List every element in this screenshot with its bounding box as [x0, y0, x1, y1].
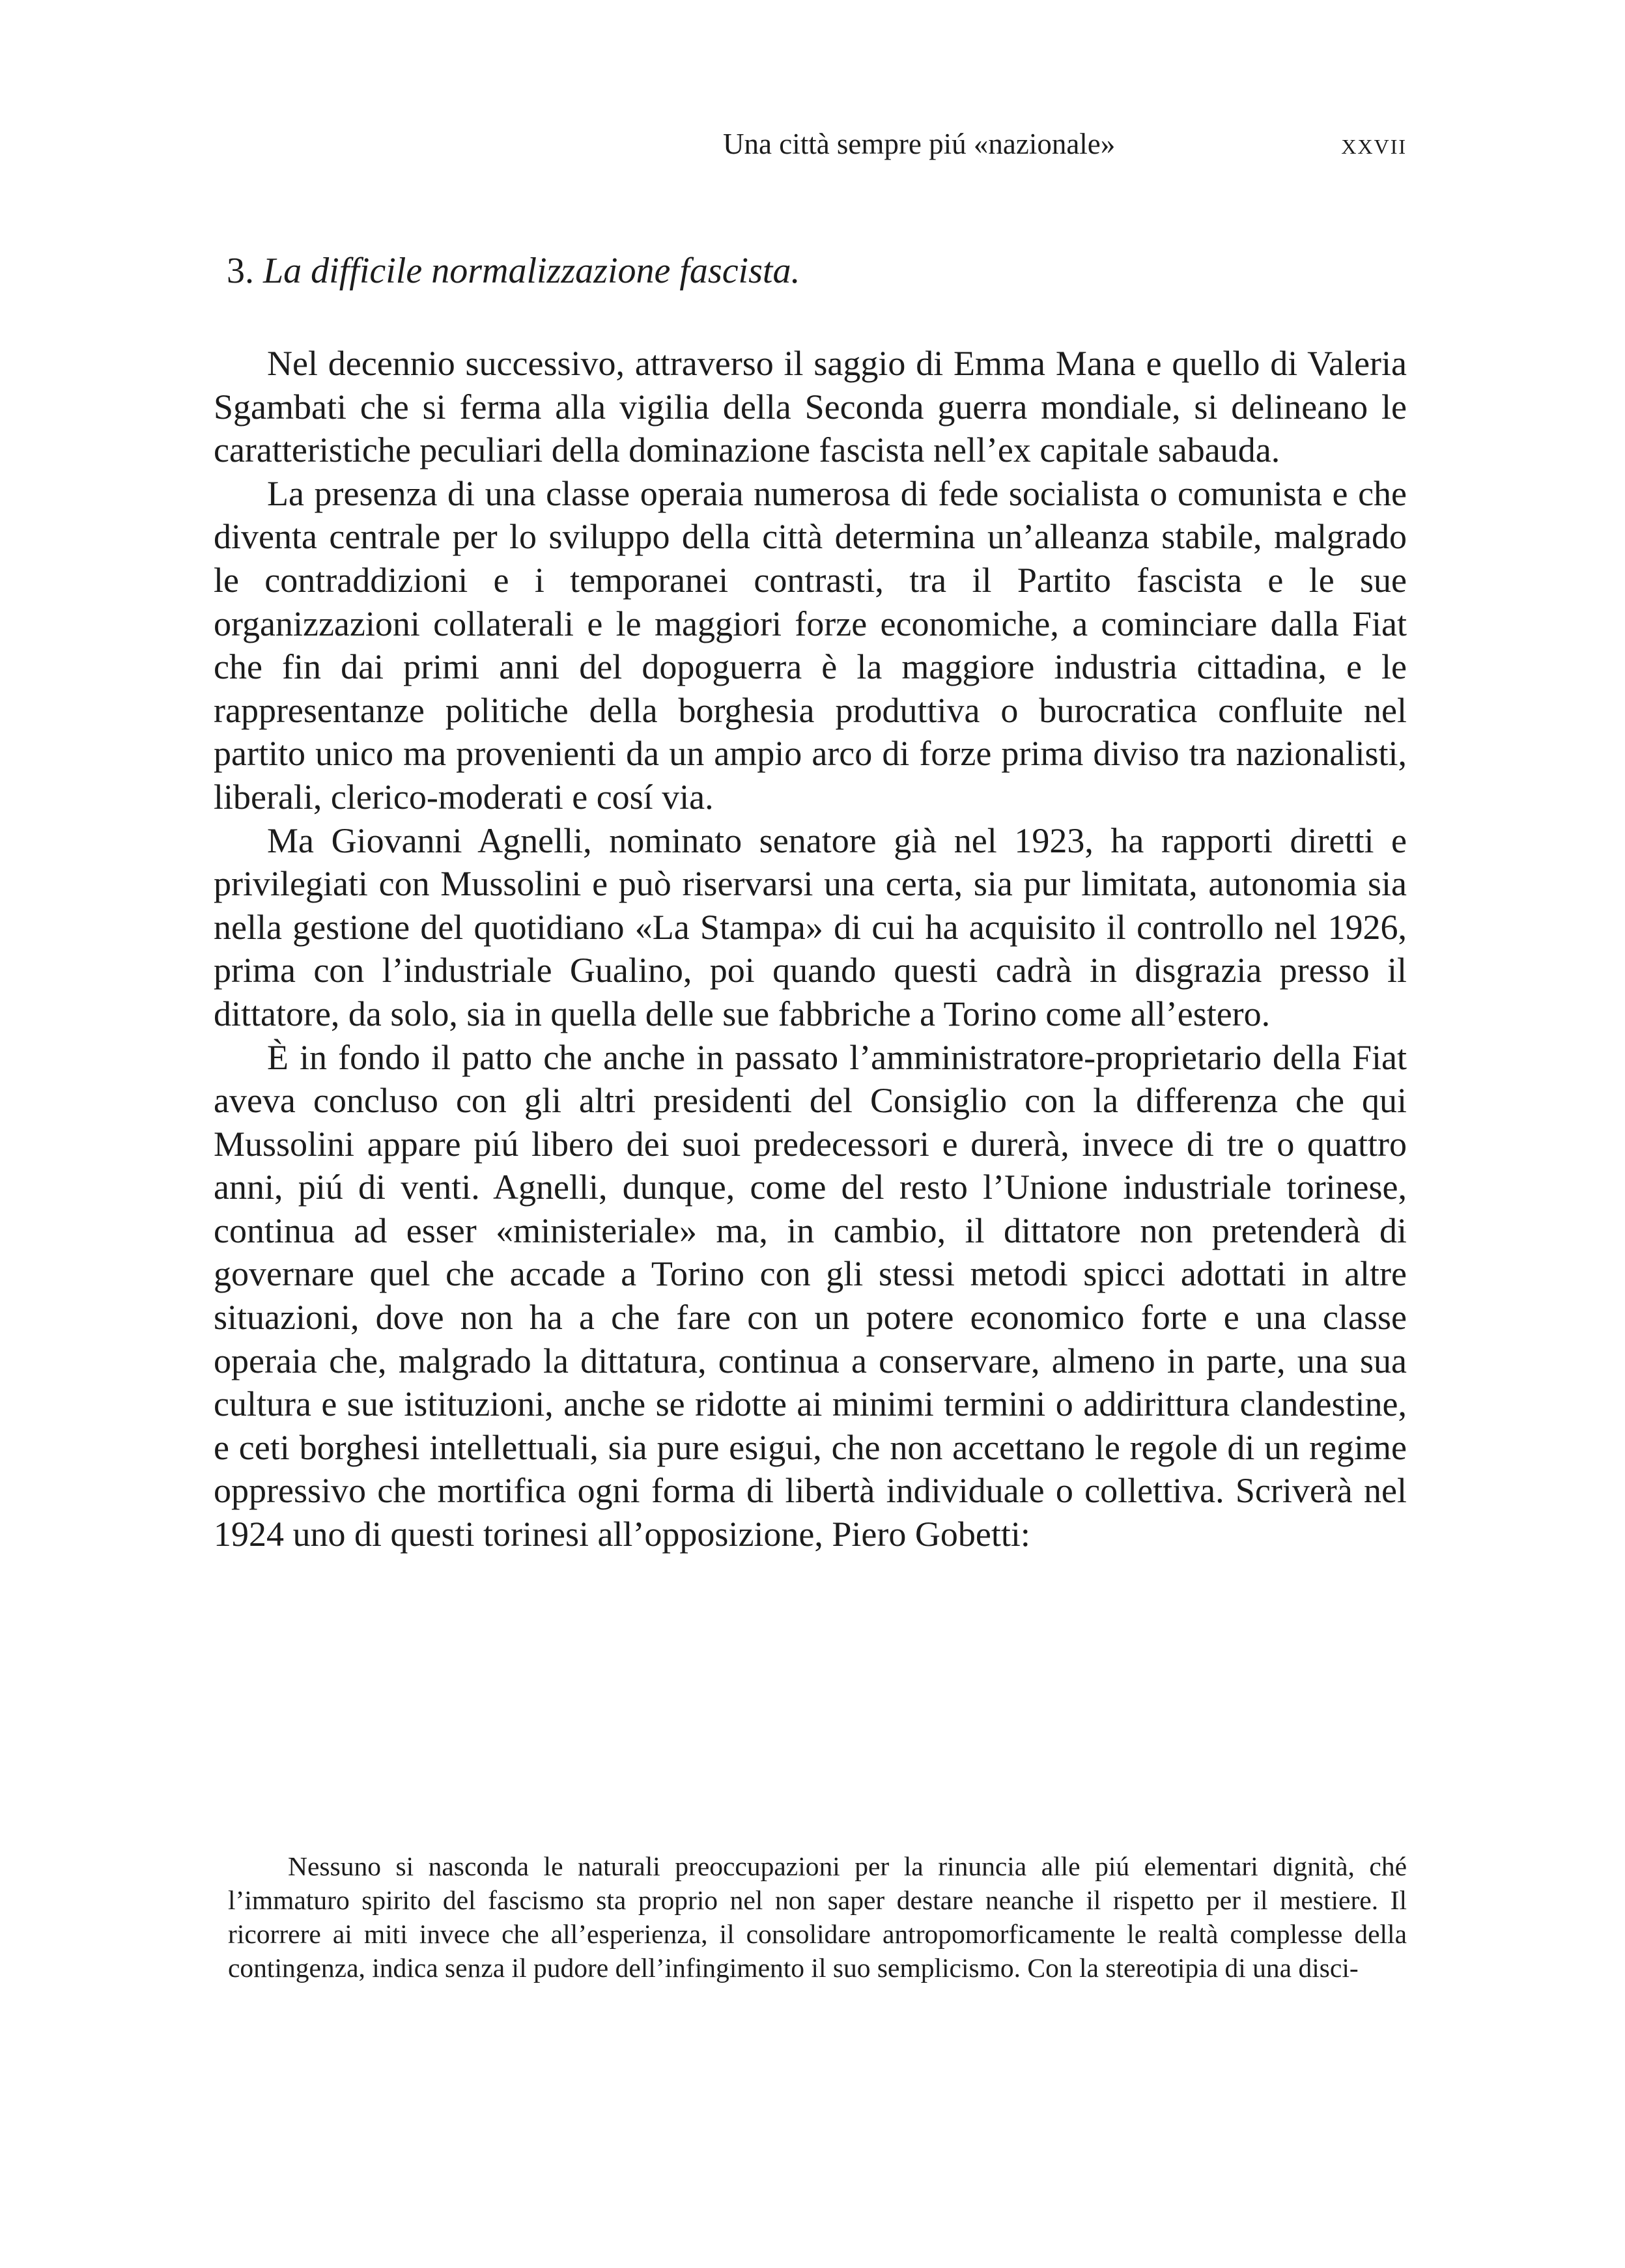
body-text [214, 342, 1407, 1556]
paragraph: Nel decennio successivo, attraverso il saggio di Emma Mana e quello di Valeria Sgambati che si ferma alla vigilia della Seconda guerra mondiale, si delineano le caratteristiche peculiari della dominazione fascista nell’ex capitale sabauda. [214, 344, 1407, 470]
page-number: xxvii [1341, 128, 1407, 160]
section-number: 3. [227, 251, 254, 291]
paragraph: Ma Giovanni Agnelli, nominato senatore già nel 1923, ha rapporti diretti e privilegiati con Mussolini e può riservarsi una certa, sia pur limitata, autonomia sia nella gestione del quotidiano «La Stampa» di cui ha acquisito il controllo nel 1926, prima con l’industriale Gualino, poi quando questi cadrà in disgrazia presso il dittatore, da solo, sia in quella delle sue fabbriche a Torino come all’estero. [214, 820, 1407, 1033]
paragraph: La presenza di una classe operaia numerosa di fede socialista o comunista e che diventa centrale per lo sviluppo della città determina un’alleanza stabile, malgrado le contraddizioni e i temporanei contrasti, tra il Partito fascista e le sue organizzazioni collaterali e le maggiori forze economiche, a cominciare dalla Fiat che fin dai primi anni del dopoguerra è la maggiore industria cittadina, e le rappresentanze politiche della borghesia produttiva o burocratica confluite nel partito unico ma provenienti da un ampio arco di forze prima diviso tra nazionalisti, liberali, clerico-moderati e cosí via. [214, 473, 1407, 817]
running-title: Una città sempre piú «nazionale» [723, 128, 1116, 160]
paragraph: È in fondo il patto che anche in passato l’amministratore-proprietario della Fiat aveva concluso con gli altri presidenti del Consiglio con la differenza che qui Mussolini appare piú libero dei suoi predecessori e durerà, invece di tre o quattro anni, piú di venti. Agnelli, dunque, come del resto l’Unione industriale torinese, continua ad esser «ministeriale» ma, in cambio, il dittatore non pretenderà di governare quel che accade a Torino con gli stessi metodi spicci adottati in altre situazioni, dove non ha a che fare con un potere economico forte e una classe operaia che, malgrado la dittatura, continua a conservare, almeno in parte, una sua cultura e sue istituzioni, anche se ridotte ai minimi termini o addirittura clandestine, e ceti borghesi intellettuali, sia pure esigui, che non accettano le regole di un regime oppressivo che mortifica ogni forma di libertà individuale o collettiva. Scriverà nel 1924 uno di questi torinesi all’opposizione, Piero Gobetti: [214, 1037, 1407, 1554]
block-quote [228, 1849, 1407, 1985]
quote-text: Nessuno si nasconda le naturali preoccupazioni per la rinuncia alle piú elementari dignità, ché l’immaturo spirito del fascismo sta proprio nel non saper destare neanche il rispetto per il mestiere. Il ricorrere ai miti invece che all’esperienza, il consolidare antropomorficamente le realtà complesse della contingenza, indica senza il pudore dell’infingimento il suo semplicismo. Con la stereotipia di una disci- [228, 1851, 1407, 1983]
section-title: La difficile normalizzazione fascista. [263, 251, 800, 291]
section-heading [227, 245, 800, 297]
running-head [703, 121, 1407, 167]
